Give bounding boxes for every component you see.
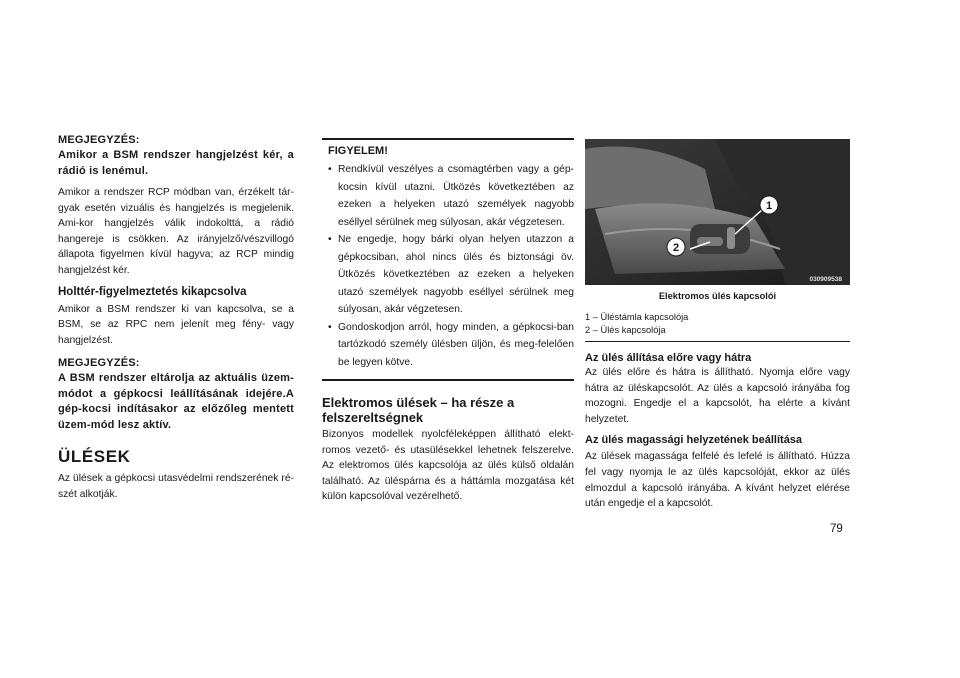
forward-back-paragraph: Az ülés előre és hátra is állítható. Nyomja előre vagy hátra az üléskapcsolót. Az ülés a kapcsoló irányába fog mozogni. Engedje el a kapcsolót, ha elérte a kívánt helyzetet. (585, 367, 850, 425)
note-heading-2: MEGJEGYZÉS: (58, 357, 140, 370)
figure-caption: Elektromos ülés kapcsolói (658, 291, 777, 301)
warning-item: • Gondoskodjon arról, hogy minden, a gépkocsi-ban tartózkodó személy ülésben üljön, és meg-felelően be legyen kötve. (328, 319, 574, 372)
seats-intro-paragraph: Az ülések a gépkocsi utasvédelmi rendszerének ré-szét alkotják. (58, 473, 294, 500)
power-seats-heading: Elektromos ülések – ha része a felszereltségnek (322, 395, 515, 425)
forward-back-heading: Az ülés állítása előre vagy hátra (585, 352, 752, 364)
legend-item: 1 – Üléstámla kapcsolója (585, 312, 689, 322)
bsm-off-paragraph: Amikor a BSM rendszer ki van kapcsolva, se a BSM, se az RPC nem jelenít meg fény- vagy hangjelzést. (58, 303, 294, 346)
rcp-paragraph: Amikor a rendszer RCP módban van, érzékelt tár-gyak esetén vizuális és hangjelzés is megjelenik. Ami-kor hangjelzés válik indokolttá, a rádió hangereje is csökken. Az irányjelző/vészvillogó állapota figyelmen kívül hagyva; az RCP mindig hangjelzést kér. (58, 187, 294, 276)
warning-list (328, 161, 574, 371)
section-title: ÜLÉSEK (58, 447, 131, 467)
column-right (585, 132, 850, 512)
warning-item: • Rendkívül veszélyes a csomagtérben vagy a gép-kocsin kívül utazni. Ütközés következtében az ezeken a helyeken utazó személyek nagyobb eséllyel sérülnek meg súlyosan, akár végzetesen. (328, 161, 574, 231)
warning-title: FIGYELEM! (328, 145, 388, 157)
note-heading: MEGJEGYZÉS: (58, 134, 140, 146)
note-text: Amikor a BSM rendszer hangjelzést kér, a rádió is lenémul. (58, 149, 294, 177)
warning-item: • Ne engedje, hogy bárki olyan helyen utazzon a gépkocsiban, ahol nincs ülés és biztonsági öv. Ütközés következtében az ezeken a helyeken utazó személyek nagyobb eséllyel sérülnek meg súlyosan, akár végzetesen. (328, 231, 574, 319)
callout-2: 2 (672, 242, 680, 254)
bsm-off-heading: Holttér-figyelmeztetés kikapcsolva (58, 285, 247, 298)
note-text-2: A BSM rendszer eltárolja az aktuális üzem-módot a gépkocsi leállításának idejére.A gép-kocsi indításakor az előzőleg mentett üzem-mód lesz aktív. (58, 372, 294, 431)
warning-box (322, 138, 574, 381)
legend-item: 2 – Ülés kapcsolója (585, 324, 666, 335)
seat-switch-illustration (585, 139, 850, 285)
column-left (58, 133, 294, 503)
seat-switch-photo (585, 139, 850, 285)
column-middle (322, 138, 574, 505)
figure-code: 030909538 (809, 276, 842, 283)
figure-legend (585, 311, 850, 342)
height-paragraph: Az ülések magassága felfelé és lefelé is állítható. Húzza fel vagy nyomja le az ülés kapcsolóját, ekkor az ülés elmozdul a kapcsoló irányába. A kívánt helyzet elérése után engedje el a kapcsolót. (585, 451, 850, 510)
height-heading: Az ülés magassági helyzetének beállítása (585, 434, 803, 447)
callout-1: 1 (765, 200, 773, 212)
page-number: 79 (830, 523, 843, 535)
power-seats-paragraph: Bizonyos modellek nyolcféleképpen állítható elekt-romos vezető- és utasülésekkel lehetnek felszerelve. Az elektromos ülés kapcsolója az ülés külső oldalán található. Az üléspárna és a háttámla mozgatása két külön kapcsolóval vezérelhető. (322, 429, 574, 503)
